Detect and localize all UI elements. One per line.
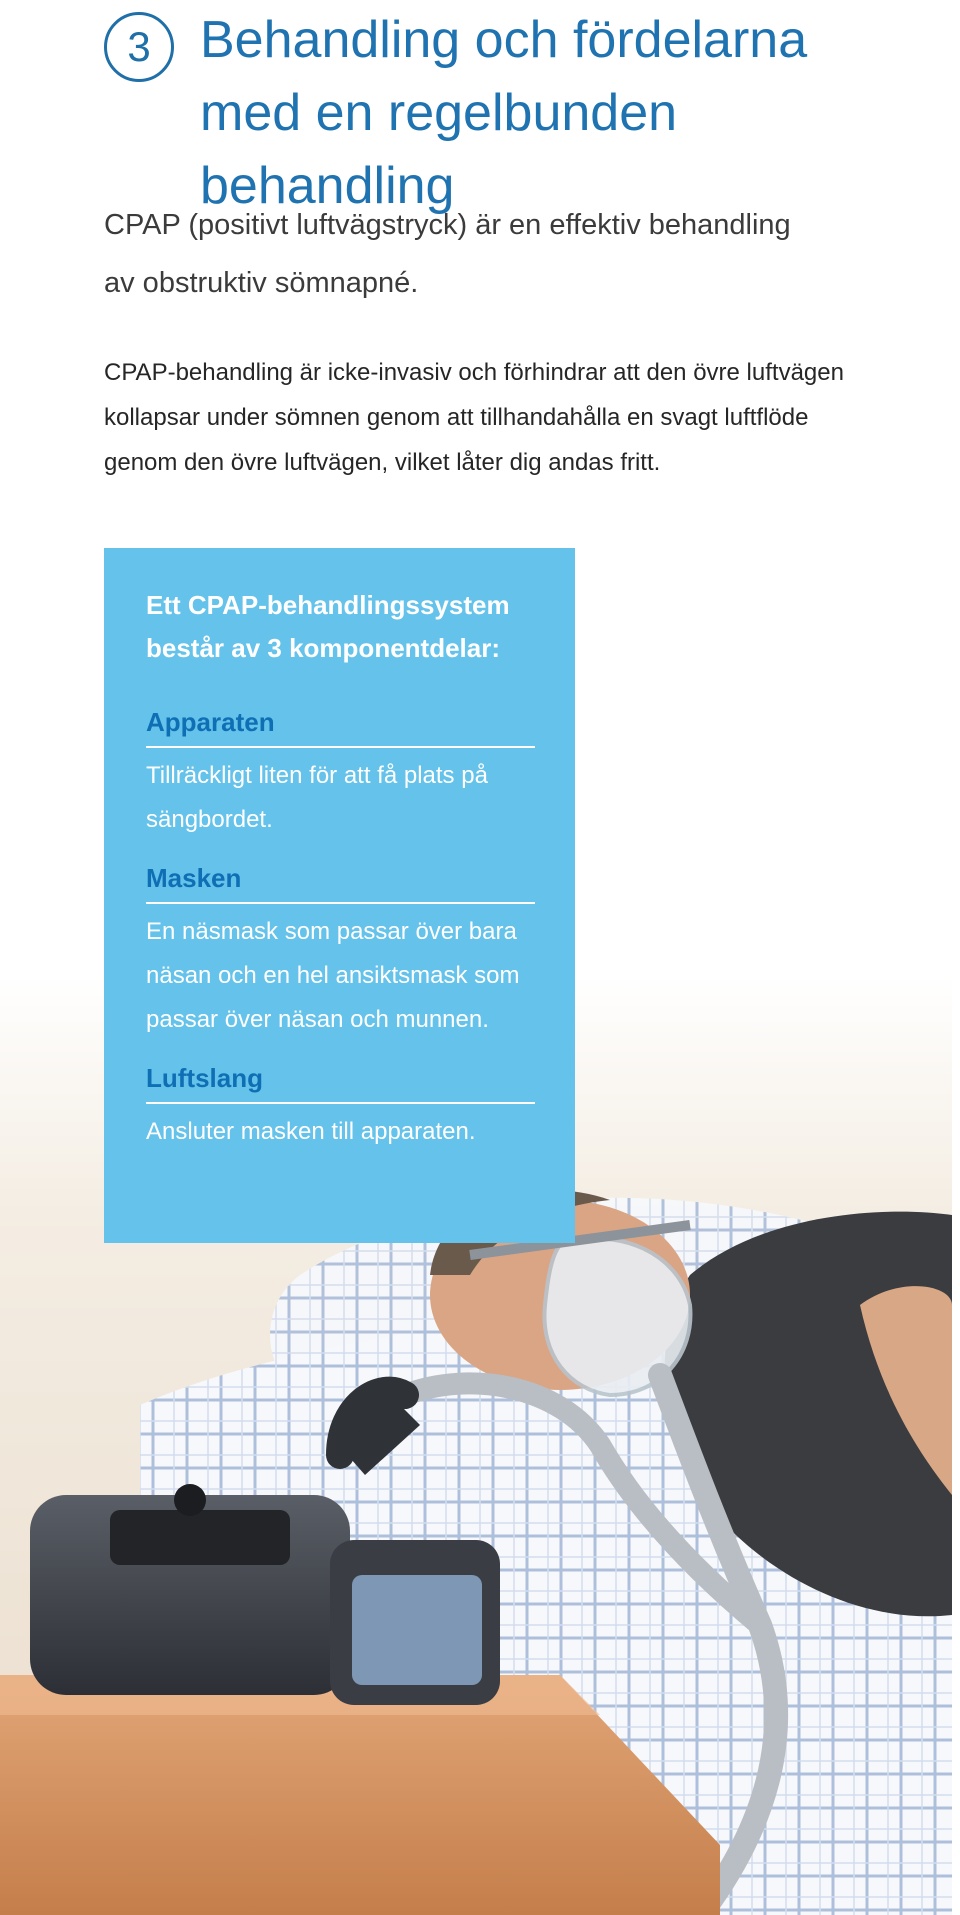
component-description: En näsmask som passar över bara näsan och en hel ansiktsmask som passar över näsan och munnen.	[146, 918, 520, 1033]
step-number-badge: 3	[104, 12, 174, 82]
component-masken	[146, 856, 535, 1042]
component-name: Luftslang	[146, 1056, 535, 1104]
component-apparaten	[146, 700, 535, 842]
component-name: Apparaten	[146, 700, 535, 748]
components-info-box	[104, 548, 575, 1243]
component-luftslang	[146, 1056, 535, 1154]
lead-paragraph: CPAP (positivt luftvägstryck) är en effektiv behandling av obstruktiv sömnapné.	[104, 209, 791, 299]
section-title: Behandling och fördelarna med en regelbunden behandling	[200, 11, 808, 215]
component-description: Ansluter masken till apparaten.	[146, 1118, 476, 1145]
body-paragraph: CPAP-behandling är icke-invasiv och förhindrar att den övre luftvägen kollapsar under sömnen genom att tillhandahålla en svagt luftflöde genom den övre luftvägen, vilket låter dig andas fritt.	[104, 359, 844, 476]
component-name: Masken	[146, 856, 535, 904]
component-description: Tillräckligt liten för att få plats på sängbordet.	[146, 762, 488, 833]
info-box-heading: Ett CPAP-behandlingssystem består av 3 komponentdelar:	[146, 590, 510, 663]
